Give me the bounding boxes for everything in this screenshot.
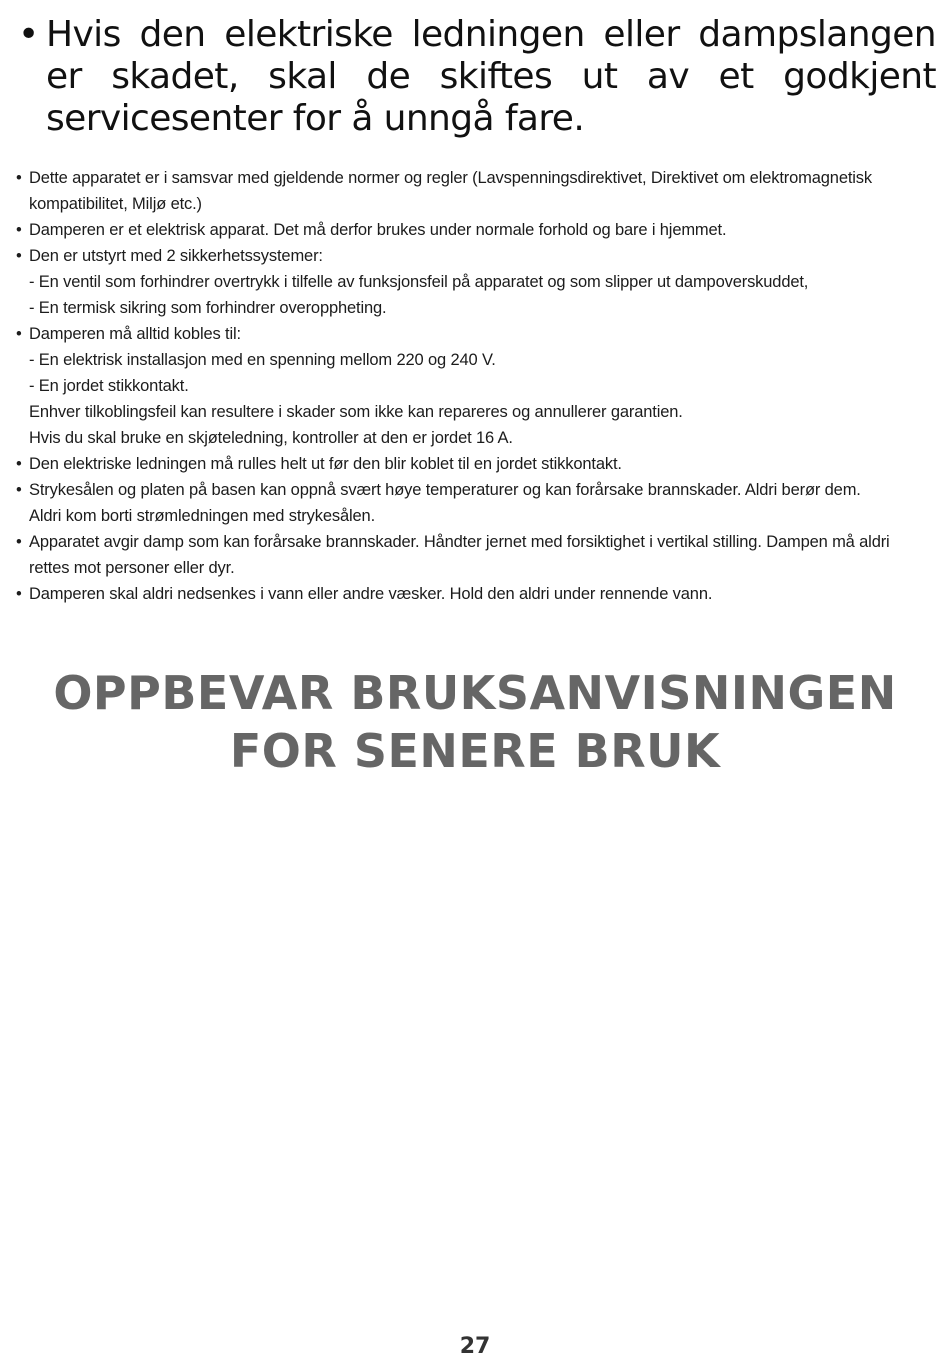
list-item-text: Den elektriske ledningen må rulles helt ut før den blir koblet til en jordet stikkontakt. [29,455,622,473]
list-item-text: Damperen må alltid kobles til: [29,325,241,343]
list-item [16,321,931,451]
heading-line-1: OPPBEVAR BRUKSANVISNINGEN [53,666,897,720]
list-item-subline: Enhver tilkoblingsfeil kan resultere i skader som ikke kan repareres og annullerer garantien. [29,403,683,421]
list-item [16,451,931,477]
heading-line-2: FOR SENERE BRUK [229,724,721,778]
list-item-subline: - En ventil som forhindrer overtrykk i tilfelle av funksjonsfeil på apparatet og som slipper ut dampoverskuddet, [29,273,809,291]
list-item-subline: - En termisk sikring som forhindrer overoppheting. [29,299,387,317]
list-bullet: • [16,585,22,603]
list-item-subline: - En elektrisk installasjon med en spenning mellom 220 og 240 V. [29,351,496,369]
list-item-text: Strykesålen og platen på basen kan oppnå svært høye temperaturer og kan forårsake brannskader. Aldri berør dem. [29,481,861,499]
list-item [16,217,931,243]
list-item [16,477,931,529]
page-number: 27 [459,1334,491,1359]
list-bullet: • [16,455,22,473]
list-item-text: Apparatet avgir damp som kan forårsake brannskader. Håndter jernet med forsiktighet i vertikal stilling. Dampen må aldri rettes mot personer eller dyr. [29,533,890,577]
list-item-text: Damperen skal aldri nedsenkes i vann eller andre væsker. Hold den aldri under rennende vann. [29,585,713,603]
list-bullet: • [16,481,22,499]
list-item [16,165,931,217]
warning-bullet: • [18,14,39,55]
list-bullet: • [16,169,22,187]
keep-instructions-heading [0,664,950,780]
list-item-text: Dette apparatet er i samsvar med gjeldende normer og regler (Lavspenningsdirektivet, Direktivet om elektromagnetisk kompatibilitet, Miljø etc.) [29,169,872,213]
list-item-text: Den er utstyrt med 2 sikkerhetssystemer: [29,247,323,265]
warning-text: Hvis den elektriske ledningen eller dampslangen er skadet, skal de skiftes ut av et godkjent servicesenter for å unngå fare. [46,14,936,139]
list-item [16,581,931,607]
list-bullet: • [16,247,22,265]
list-item [16,529,931,581]
list-bullet: • [16,325,22,343]
list-item-subline: Hvis du skal bruke en skjøteledning, kontroller at den er jordet 16 A. [29,429,513,447]
safety-instructions-list [16,165,931,607]
important-warning [18,14,936,140]
list-item [16,243,931,321]
list-item-subline: Aldri kom borti strømledningen med strykesålen. [29,507,376,525]
list-item-subline: - En jordet stikkontakt. [29,377,189,395]
list-item-text: Damperen er et elektrisk apparat. Det må derfor brukes under normale forhold og bare i hjemmet. [29,221,727,239]
list-bullet: • [16,533,22,551]
list-bullet: • [16,221,22,239]
